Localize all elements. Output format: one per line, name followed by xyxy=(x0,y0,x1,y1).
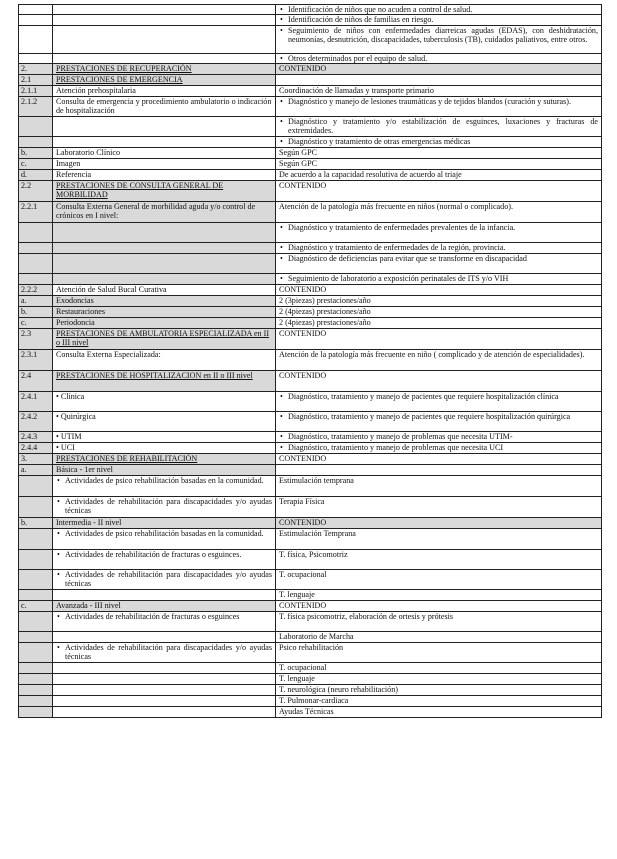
cell-number xyxy=(19,600,53,611)
table-row xyxy=(19,453,602,464)
cell-number xyxy=(19,673,53,684)
cell-service xyxy=(53,328,276,349)
cell-number xyxy=(19,169,53,180)
cell-content-text: T. ocupacional xyxy=(279,569,327,579)
cell-service xyxy=(53,15,276,25)
cell-number xyxy=(19,391,53,411)
cell-service xyxy=(53,453,276,464)
cell-number-text: 2.2 xyxy=(21,180,32,190)
cell-service xyxy=(53,631,276,642)
table-row xyxy=(19,136,602,147)
cell-service xyxy=(53,96,276,116)
cell-number xyxy=(19,642,53,662)
cell-number xyxy=(19,158,53,169)
table-row xyxy=(19,600,602,611)
cell-service xyxy=(53,642,276,662)
cell-number xyxy=(19,180,53,201)
benefits-table xyxy=(18,4,602,718)
cell-service xyxy=(53,600,276,611)
cell-service xyxy=(53,158,276,169)
cell-content-text: Según GPC xyxy=(279,158,318,168)
cell-content xyxy=(276,253,602,273)
table-row xyxy=(19,589,602,600)
cell-number-text: 2.4.4 xyxy=(21,442,38,452)
cell-service-text: PRESTACIONES DE EMERGENCIA xyxy=(56,74,183,84)
table-row xyxy=(19,549,602,569)
cell-content-text: CONTENIDO xyxy=(279,63,327,73)
cell-number-text: b. xyxy=(21,517,28,527)
cell-number xyxy=(19,317,53,328)
cell-content xyxy=(276,201,602,222)
cell-content-text: T. ocupacional xyxy=(279,662,327,672)
cell-number-text: 2.1.2 xyxy=(21,96,38,106)
cell-content-text: Atención de la patología más frecuente en niño ( complicado y de atención de especialidades). xyxy=(279,349,585,359)
table-row xyxy=(19,464,602,475)
cell-content-text: CONTENIDO xyxy=(279,600,327,610)
cell-content-text: De acuerdo a la capacidad resolutiva de acuerdo al triaje xyxy=(279,169,462,179)
cell-service xyxy=(53,549,276,569)
table-row xyxy=(19,475,602,496)
cell-content xyxy=(276,684,602,695)
cell-number xyxy=(19,15,53,25)
table-row xyxy=(19,284,602,295)
cell-number xyxy=(19,549,53,569)
cell-content xyxy=(276,222,602,242)
cell-service xyxy=(53,662,276,673)
cell-service-text: PRESTACIONES DE CONSULTA GENERAL DE MORBILIDAD xyxy=(56,180,224,200)
table-row xyxy=(19,74,602,85)
cell-content-text: Laboratorio de Marcha xyxy=(279,631,354,641)
cell-number-text: 2.4.2 xyxy=(21,411,38,421)
cell-content xyxy=(276,431,602,442)
cell-service xyxy=(53,391,276,411)
cell-service-text: Imagen xyxy=(56,158,81,168)
cell-number xyxy=(19,706,53,717)
cell-content-text: T. lenguaje xyxy=(279,673,315,683)
cell-content-text: CONTENIDO xyxy=(279,328,327,338)
table-row xyxy=(19,673,602,684)
cell-service-text: • Actividades de rehabilitación de fracturas o esguinces. xyxy=(56,550,272,559)
cell-number xyxy=(19,453,53,464)
cell-service xyxy=(53,53,276,63)
cell-service xyxy=(53,431,276,442)
table-row xyxy=(19,15,602,25)
cell-number-text: c. xyxy=(21,158,27,168)
cell-number xyxy=(19,442,53,453)
cell-number xyxy=(19,201,53,222)
cell-content xyxy=(276,25,602,53)
cell-content xyxy=(276,496,602,517)
cell-number-text: a. xyxy=(21,464,27,474)
cell-content-text: CONTENIDO xyxy=(279,517,327,527)
cell-service-text: Intermedia - II nivel xyxy=(56,517,122,527)
cell-service xyxy=(53,673,276,684)
cell-number xyxy=(19,74,53,85)
cell-service-text: Consulta Externa General de morbilidad aguda y/o control de crónicos en I nivel: xyxy=(56,201,256,221)
table-row xyxy=(19,411,602,431)
cell-content xyxy=(276,589,602,600)
cell-number-text: 3. xyxy=(21,453,28,463)
cell-number-text: 2.1.1 xyxy=(21,85,38,95)
cell-content xyxy=(276,642,602,662)
cell-content-text: • Diagnóstico, tratamiento y manejo de problemas que necesita UTIM- xyxy=(279,432,598,441)
cell-content xyxy=(276,475,602,496)
cell-service-text: PRESTACIONES DE HOSPITALIZACION en II o III nivel xyxy=(56,370,253,380)
table-row xyxy=(19,317,602,328)
cell-content xyxy=(276,306,602,317)
cell-number xyxy=(19,147,53,158)
table-row xyxy=(19,431,602,442)
cell-service xyxy=(53,201,276,222)
table-row xyxy=(19,370,602,391)
cell-service-text: PRESTACIONES DE RECUPERACIÓN xyxy=(56,63,192,73)
cell-number xyxy=(19,273,53,284)
cell-number xyxy=(19,53,53,63)
cell-content-text: CONTENIDO xyxy=(279,453,327,463)
cell-service xyxy=(53,349,276,370)
cell-service-text: Atención de Salud Bucal Curativa xyxy=(56,284,167,294)
cell-service xyxy=(53,569,276,589)
cell-content-text: • Diagnóstico, tratamiento y manejo de pacientes que requiere hospitalización clínica xyxy=(279,392,598,401)
table-row xyxy=(19,63,602,74)
cell-content-text: CONTENIDO xyxy=(279,284,327,294)
cell-content xyxy=(276,631,602,642)
cell-content xyxy=(276,370,602,391)
table-row xyxy=(19,85,602,96)
cell-service-text: • Actividades de psico rehabilitación basadas en la comunidad. xyxy=(56,476,272,485)
cell-content xyxy=(276,242,602,253)
table-row xyxy=(19,147,602,158)
cell-content-text: T. física, Psicomotriz xyxy=(279,549,348,559)
cell-number xyxy=(19,569,53,589)
cell-number-text: 2. xyxy=(21,63,28,73)
cell-content-text: 2 (4piezas) prestaciones/año xyxy=(279,306,371,316)
cell-number xyxy=(19,242,53,253)
cell-number xyxy=(19,631,53,642)
cell-number xyxy=(19,370,53,391)
table-row xyxy=(19,180,602,201)
table-row xyxy=(19,528,602,549)
cell-service xyxy=(53,475,276,496)
cell-service xyxy=(53,25,276,53)
cell-service xyxy=(53,5,276,15)
cell-number-text: 2.4.3 xyxy=(21,431,38,441)
table-row xyxy=(19,517,602,528)
cell-number xyxy=(19,253,53,273)
cell-service-text: Atención prehospitalaria xyxy=(56,85,136,95)
table-row xyxy=(19,169,602,180)
cell-service xyxy=(53,284,276,295)
cell-content-text: Coordinación de llamadas y transporte primario xyxy=(279,85,434,95)
cell-service-text: • Quirúrgica xyxy=(56,411,96,421)
cell-content xyxy=(276,273,602,284)
cell-content xyxy=(276,673,602,684)
cell-content-text: Psico rehabilitación xyxy=(279,642,344,652)
table-row xyxy=(19,253,602,273)
table-row xyxy=(19,116,602,136)
cell-number xyxy=(19,222,53,242)
cell-number-text: 2.1 xyxy=(21,74,32,84)
cell-content-text: Atención de la patología más frecuente en niños (normal o complicado). xyxy=(279,201,513,211)
table-row xyxy=(19,611,602,631)
cell-content xyxy=(276,96,602,116)
table-row xyxy=(19,96,602,116)
cell-content-text: CONTENIDO xyxy=(279,180,327,190)
cell-service-text: • Actividades de rehabilitación para discapacidades y/o ayudas técnicas xyxy=(56,570,272,589)
cell-number xyxy=(19,63,53,74)
cell-service xyxy=(53,295,276,306)
table-row xyxy=(19,662,602,673)
cell-service xyxy=(53,63,276,74)
table-row xyxy=(19,642,602,662)
cell-service xyxy=(53,306,276,317)
cell-service xyxy=(53,411,276,431)
cell-content xyxy=(276,158,602,169)
cell-number xyxy=(19,136,53,147)
cell-service xyxy=(53,496,276,517)
cell-content xyxy=(276,5,602,15)
cell-content xyxy=(276,695,602,706)
cell-service-text: Restauraciones xyxy=(56,306,105,316)
cell-number-text: a. xyxy=(21,295,27,305)
cell-service-text: Consulta de emergencia y procedimiento ambulatorio o indicación de hospitalización xyxy=(56,96,272,116)
cell-service xyxy=(53,695,276,706)
cell-service xyxy=(53,147,276,158)
cell-number xyxy=(19,328,53,349)
cell-number-text: 2.3 xyxy=(21,328,32,338)
cell-content xyxy=(276,295,602,306)
cell-service xyxy=(53,684,276,695)
cell-content-text: • Diagnóstico y tratamiento de enfermedades de la región, provincia. xyxy=(279,243,598,252)
cell-content-text: T. neurológica (neuro rehabilitación) xyxy=(279,684,398,694)
cell-service xyxy=(53,273,276,284)
cell-content-text: Estimulación temprana xyxy=(279,475,354,485)
cell-content-text: • Identificación de niños de familias en riesgo. xyxy=(279,15,598,24)
cell-content-text: • Diagnóstico y tratamiento de enfermedades prevalentes de la infancia. xyxy=(279,223,598,232)
cell-content xyxy=(276,517,602,528)
table-row xyxy=(19,349,602,370)
cell-service xyxy=(53,116,276,136)
cell-number xyxy=(19,85,53,96)
table-row xyxy=(19,242,602,253)
document-page xyxy=(18,4,602,718)
cell-number-text: 2.4.1 xyxy=(21,391,38,401)
cell-content xyxy=(276,180,602,201)
cell-service xyxy=(53,370,276,391)
table-row xyxy=(19,158,602,169)
cell-content-text: Ayudas Técnicas xyxy=(279,706,334,716)
cell-content xyxy=(276,53,602,63)
cell-content-text: 2 (3piezas) prestaciones/año xyxy=(279,295,371,305)
cell-number xyxy=(19,284,53,295)
cell-number-text: c. xyxy=(21,317,27,327)
table-row xyxy=(19,684,602,695)
cell-number-text: 2.2.2 xyxy=(21,284,38,294)
cell-content xyxy=(276,85,602,96)
cell-content-text: Estimulación Temprana xyxy=(279,528,356,538)
benefits-table-body xyxy=(19,5,602,718)
cell-service-text: • Actividades de rehabilitación para discapacidades y/o ayudas técnicas xyxy=(56,643,272,662)
cell-content xyxy=(276,63,602,74)
cell-content xyxy=(276,391,602,411)
cell-service xyxy=(53,253,276,273)
cell-content-text: • Diagnóstico y manejo de lesiones traumáticas y de tejidos blandos (curación y suturas). xyxy=(279,97,598,106)
cell-number xyxy=(19,662,53,673)
cell-content xyxy=(276,74,602,85)
cell-service xyxy=(53,442,276,453)
cell-number xyxy=(19,5,53,15)
cell-number xyxy=(19,116,53,136)
cell-content-text: Según GPC xyxy=(279,147,318,157)
cell-service-text: Básica - 1er nivel xyxy=(56,464,113,474)
cell-number-text: d. xyxy=(21,169,28,179)
cell-number xyxy=(19,611,53,631)
cell-number xyxy=(19,496,53,517)
cell-content xyxy=(276,15,602,25)
cell-service xyxy=(53,589,276,600)
cell-content-text: • Diagnóstico, tratamiento y manejo de problemas que necesita UCI xyxy=(279,443,598,452)
cell-service-text: Referencia xyxy=(56,169,92,179)
cell-content xyxy=(276,284,602,295)
cell-content-text: • Diagnóstico y tratamiento de otras emergencias médicas xyxy=(279,137,598,146)
cell-content xyxy=(276,706,602,717)
cell-number-text: c. xyxy=(21,600,27,610)
cell-number xyxy=(19,295,53,306)
cell-content xyxy=(276,116,602,136)
cell-service xyxy=(53,222,276,242)
cell-number-text: 2.2.1 xyxy=(21,201,38,211)
cell-service xyxy=(53,517,276,528)
cell-number-text: 2.3.1 xyxy=(21,349,38,359)
cell-number xyxy=(19,695,53,706)
cell-content-text: • Diagnóstico de deficiencias para evitar que se transforme en discapacidad xyxy=(279,254,598,263)
cell-content xyxy=(276,549,602,569)
cell-service xyxy=(53,74,276,85)
cell-content-text: • Seguimiento de laboratorio a exposición perinatales de ITS y/o VIH xyxy=(279,274,598,283)
cell-content-text: • Diagnóstico y tratamiento y/o estabilización de esguinces, luxaciones y fracturas de extremidades. xyxy=(279,117,598,136)
cell-service-text: Consulta Externa Especializada: xyxy=(56,349,161,359)
cell-service-text: • UCI xyxy=(56,442,75,452)
cell-number xyxy=(19,684,53,695)
table-row xyxy=(19,201,602,222)
cell-service-text: Periodoncia xyxy=(56,317,95,327)
cell-content-text: Terapia Física xyxy=(279,496,325,506)
table-row xyxy=(19,295,602,306)
table-row xyxy=(19,328,602,349)
cell-number-text: b. xyxy=(21,306,28,316)
cell-content xyxy=(276,442,602,453)
cell-number xyxy=(19,475,53,496)
cell-number xyxy=(19,528,53,549)
cell-service xyxy=(53,528,276,549)
cell-content-text: • Seguimiento de niños con enfermedades diarreicas agudas (EDAS), con deshidratación, neumonías, desnutrición, discapacidades, tuberculosis (TB), cuidados paliativos, entre otros. xyxy=(279,26,598,45)
cell-service xyxy=(53,180,276,201)
cell-service xyxy=(53,85,276,96)
cell-service-text: Exodoncias xyxy=(56,295,94,305)
cell-service xyxy=(53,242,276,253)
cell-number xyxy=(19,25,53,53)
cell-service-text: PRESTACIONES DE REHABILITACIÓN xyxy=(56,453,198,463)
cell-service xyxy=(53,706,276,717)
cell-content xyxy=(276,662,602,673)
table-row xyxy=(19,496,602,517)
cell-content-text: • Otros determinados por el equipo de salud. xyxy=(279,54,598,63)
cell-content xyxy=(276,136,602,147)
cell-number xyxy=(19,96,53,116)
cell-service xyxy=(53,317,276,328)
cell-service-text: PRESTACIONES DE AMBULATORIA ESPECIALIZADA en II o III nivel xyxy=(56,328,270,348)
cell-content xyxy=(276,349,602,370)
cell-content-text: T. física psicomotriz, elaboración de ortesis y prótesis xyxy=(279,611,454,621)
cell-service-text: • Clínica xyxy=(56,391,85,401)
cell-content xyxy=(276,600,602,611)
cell-content-text: T. lenguaje xyxy=(279,589,315,599)
cell-number xyxy=(19,411,53,431)
cell-number xyxy=(19,349,53,370)
cell-content xyxy=(276,611,602,631)
cell-service xyxy=(53,611,276,631)
cell-service-text: • UTIM xyxy=(56,431,82,441)
table-row xyxy=(19,273,602,284)
table-row xyxy=(19,25,602,53)
cell-content xyxy=(276,464,602,475)
cell-service-text: • Actividades de psico rehabilitación basadas en la comunidad. xyxy=(56,529,272,538)
cell-content-text: CONTENIDO xyxy=(279,370,327,380)
table-row xyxy=(19,306,602,317)
cell-content-text: • Diagnóstico, tratamiento y manejo de pacientes que requiere hospitalización quirúrgica xyxy=(279,412,598,421)
cell-content xyxy=(276,328,602,349)
cell-content xyxy=(276,569,602,589)
cell-content-text: 2 (4piezas) prestaciones/año xyxy=(279,317,371,327)
cell-number xyxy=(19,431,53,442)
cell-number xyxy=(19,306,53,317)
cell-number xyxy=(19,464,53,475)
cell-number-text: 2.4 xyxy=(21,370,32,380)
cell-content-text: • Identificación de niños que no acuden a control de salud. xyxy=(279,5,598,14)
cell-service-text: Avanzada - III nivel xyxy=(56,600,121,610)
cell-content xyxy=(276,169,602,180)
cell-service xyxy=(53,464,276,475)
table-row xyxy=(19,391,602,411)
table-row xyxy=(19,53,602,63)
cell-service-text: • Actividades de rehabilitación de fracturas o esguinces xyxy=(56,612,272,621)
cell-content xyxy=(276,528,602,549)
table-row xyxy=(19,706,602,717)
cell-service-text: Laboratorio Clínico xyxy=(56,147,121,157)
cell-content xyxy=(276,317,602,328)
cell-service xyxy=(53,169,276,180)
table-row xyxy=(19,631,602,642)
table-row xyxy=(19,442,602,453)
cell-content xyxy=(276,411,602,431)
cell-service-text: • Actividades de rehabilitación para discapacidades y/o ayudas técnicas xyxy=(56,497,272,516)
cell-service xyxy=(53,136,276,147)
cell-content-text: T. Pulmonar-cardiaca xyxy=(279,695,349,705)
table-row xyxy=(19,695,602,706)
cell-content xyxy=(276,453,602,464)
cell-content xyxy=(276,147,602,158)
cell-number-text: b. xyxy=(21,147,28,157)
table-row xyxy=(19,5,602,15)
table-row xyxy=(19,222,602,242)
cell-number xyxy=(19,517,53,528)
cell-number xyxy=(19,589,53,600)
table-row xyxy=(19,569,602,589)
